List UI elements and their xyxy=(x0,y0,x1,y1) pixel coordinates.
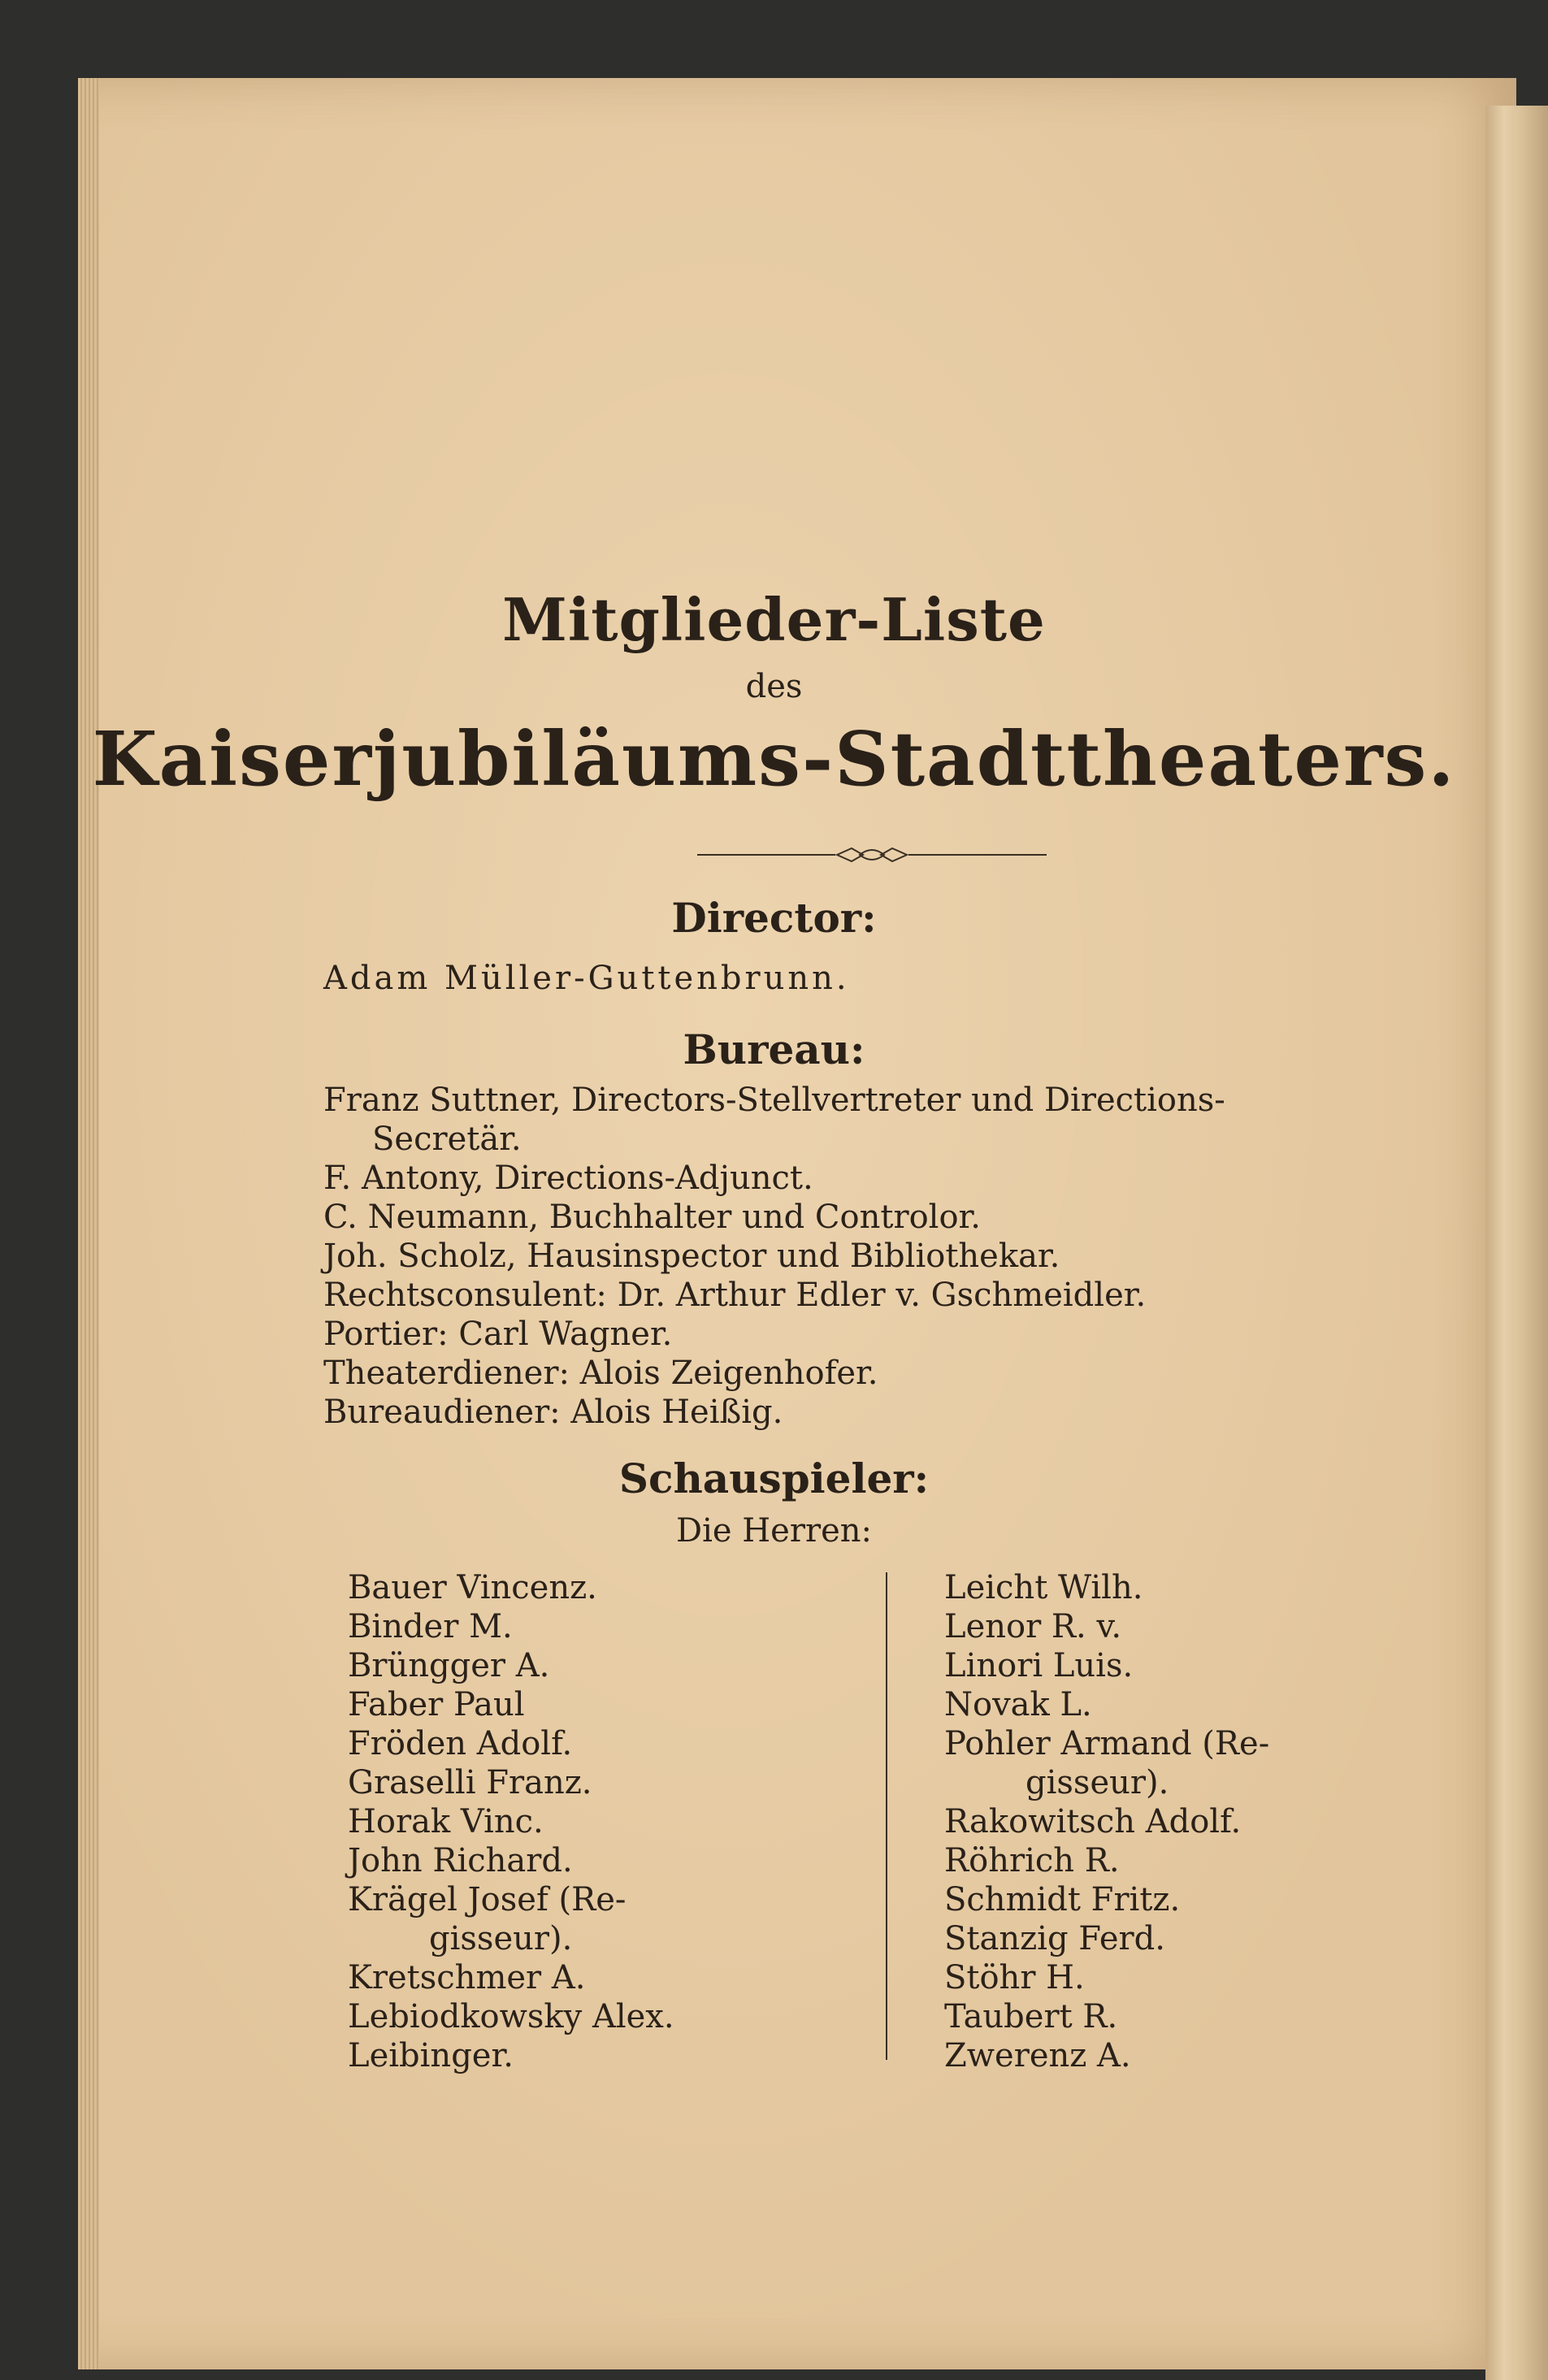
actor-entry: Rakowitsch Adolf. xyxy=(944,1803,1242,1840)
bureau-line: Rechtsconsulent: Dr. Arthur Edler v. Gschmeidler. xyxy=(323,1277,1147,1314)
title-heading: Mitglieder-Liste xyxy=(502,585,1046,654)
actor-entry: Linori Luis. xyxy=(944,1647,1134,1684)
bureau-line: Theaterdiener: Alois Zeigenhofer. xyxy=(323,1355,878,1392)
director-heading: Director: xyxy=(671,894,877,942)
actor-entry: Brüngger A. xyxy=(348,1647,550,1684)
bureau-line: C. Neumann, Buchhalter und Controlor. xyxy=(323,1199,981,1236)
actor-entry: Taubert R. xyxy=(944,1998,1118,2035)
bureau-heading: Bureau: xyxy=(683,1025,865,1073)
actor-entry: Graselli Franz. xyxy=(348,1764,592,1801)
actor-entry: Bauer Vincenz. xyxy=(348,1569,597,1606)
actor-entry: Leicht Wilh. xyxy=(944,1569,1143,1606)
actor-entry: Kretschmer A. xyxy=(348,1959,586,1996)
bureau-line: Bureaudiener: Alois Heißig. xyxy=(323,1394,783,1431)
ornament-divider xyxy=(697,845,1047,865)
actor-entry: Fröden Adolf. xyxy=(348,1725,573,1762)
actor-entry: Novak L. xyxy=(944,1686,1092,1723)
bureau-line: Franz Suttner, Directors-Stellvertreter und Directions- xyxy=(323,1082,1225,1119)
actor-entry: Stöhr H. xyxy=(944,1959,1085,1996)
title-connector: des xyxy=(745,668,803,705)
actor-entry: Lebiodkowsky Alex. xyxy=(348,1998,674,2035)
bureau-line: Portier: Carl Wagner. xyxy=(323,1316,673,1353)
actor-entry: Faber Paul xyxy=(348,1686,525,1723)
actor-entry: Horak Vinc. xyxy=(348,1803,544,1840)
actors-subheading: Die Herren: xyxy=(676,1512,872,1550)
actor-entry: gisseur). xyxy=(429,1920,573,1957)
director-name: Adam Müller-Guttenbrunn. xyxy=(323,960,850,997)
page-edges-right xyxy=(1485,106,1548,2380)
bureau-line: Joh. Scholz, Hausinspector und Bibliothekar. xyxy=(323,1238,1060,1275)
column-divider xyxy=(886,1572,887,2060)
actor-entry: Binder M. xyxy=(348,1608,513,1645)
bureau-line: F. Antony, Directions-Adjunct. xyxy=(323,1160,813,1197)
page-stack-left xyxy=(78,78,99,2369)
actor-entry: Schmidt Fritz. xyxy=(944,1881,1181,1918)
actor-entry: Leibinger. xyxy=(348,2037,514,2074)
actors-heading: Schauspieler: xyxy=(618,1454,930,1502)
actor-entry: John Richard. xyxy=(348,1842,573,1879)
actor-entry: Zwerenz A. xyxy=(944,2037,1131,2074)
theater-name-heading: Kaiserjubiläums-Stadttheaters. xyxy=(92,715,1456,803)
actor-entry: Lenor R. v. xyxy=(944,1608,1122,1645)
bureau-line: Secretär. xyxy=(372,1121,522,1158)
actor-entry: Pohler Armand (Re- xyxy=(944,1725,1270,1762)
actor-entry: Krägel Josef (Re- xyxy=(348,1881,627,1918)
actor-entry: gisseur). xyxy=(1025,1764,1169,1801)
actor-entry: Röhrich R. xyxy=(944,1842,1120,1879)
actor-entry: Stanzig Ferd. xyxy=(944,1920,1165,1957)
